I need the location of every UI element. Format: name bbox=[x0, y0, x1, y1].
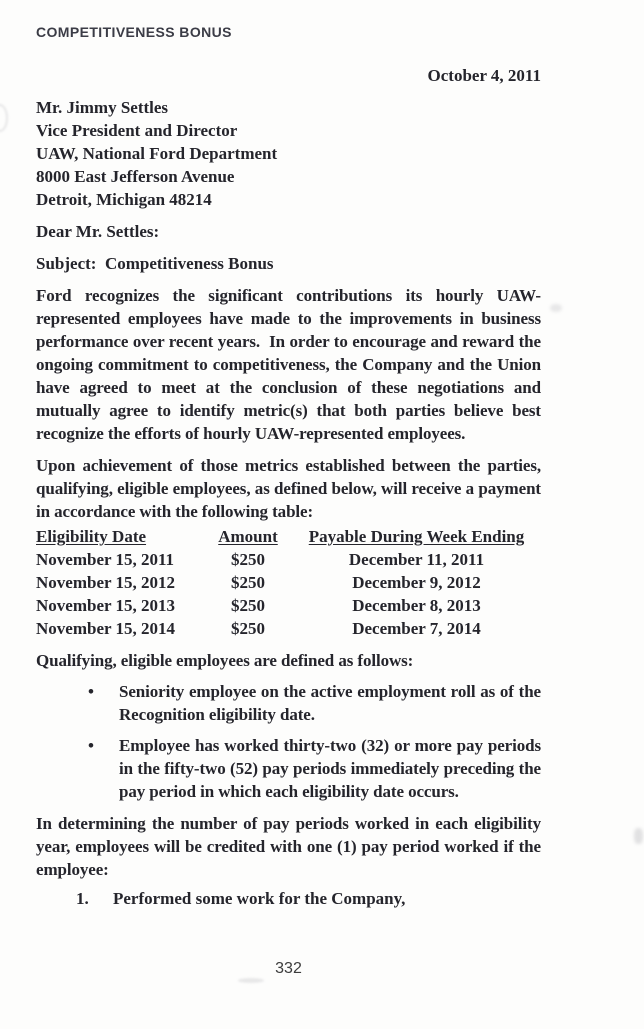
table-row bbox=[36, 617, 541, 640]
cell-payable-week: December 7, 2014 bbox=[352, 619, 481, 638]
paragraph-qualifying-intro: Qualifying, eligible employees are defined as follows: bbox=[36, 651, 414, 670]
recipient-street: 8000 East Jefferson Avenue bbox=[36, 167, 235, 186]
subject-line: Subject: Competitiveness Bonus bbox=[36, 254, 274, 273]
bullet-icon: • bbox=[88, 682, 94, 701]
recipient-city: Detroit, Michigan 48214 bbox=[36, 190, 212, 209]
numbered-item-text: Performed some work for the Company, bbox=[113, 889, 406, 908]
column-header-eligibility-date: Eligibility Date bbox=[36, 527, 147, 546]
bullet-icon: • bbox=[88, 736, 94, 755]
scan-artifact bbox=[634, 828, 643, 844]
paragraph-payment-intro: Upon achievement of those metrics established between the parties, qualifying, eligible employees, as defined below, will receive a payment in accordance with the following table: bbox=[36, 456, 546, 521]
list-item bbox=[36, 734, 541, 803]
table-row bbox=[36, 594, 541, 617]
table-row bbox=[36, 548, 541, 571]
cell-amount: $250 bbox=[231, 550, 265, 569]
bullet-text-seniority: Seniority employee on the active employment roll as of the Recognition eligibility date. bbox=[119, 682, 541, 724]
item-number: 1. bbox=[76, 889, 89, 908]
scan-artifact bbox=[550, 304, 562, 312]
cell-eligibility-date: November 15, 2011 bbox=[36, 550, 175, 569]
table-row bbox=[36, 571, 541, 594]
cell-amount: $250 bbox=[231, 596, 265, 615]
bullet-text-pay-periods: Employee has worked thirty-two (32) or more pay periods in the fifty-two (52) pay periods immediately preceding the pay period in which each eligibility date occurs. bbox=[119, 736, 541, 801]
cell-payable-week: December 8, 2013 bbox=[352, 596, 481, 615]
scan-artifact bbox=[0, 104, 8, 132]
payment-table bbox=[36, 525, 541, 640]
cell-amount: $250 bbox=[231, 573, 265, 592]
cell-eligibility-date: November 15, 2014 bbox=[36, 619, 175, 638]
paragraph-determining: In determining the number of pay periods worked in each eligibility year, employees will be credited with one (1) pay period worked if the employee: bbox=[36, 814, 546, 879]
recipient-name: Mr. Jimmy Settles bbox=[36, 98, 169, 117]
payment-table-header bbox=[36, 525, 541, 548]
list-item bbox=[36, 680, 541, 726]
column-header-amount: Amount bbox=[218, 527, 278, 546]
cell-eligibility-date: November 15, 2013 bbox=[36, 596, 175, 615]
letter-content bbox=[36, 0, 546, 910]
numbered-item bbox=[36, 887, 541, 910]
document-title: COMPETITIVENESS BONUS bbox=[36, 24, 232, 40]
cell-payable-week: December 9, 2012 bbox=[352, 573, 481, 592]
recipient-address bbox=[36, 96, 541, 211]
salutation: Dear Mr. Settles: bbox=[36, 222, 160, 241]
recipient-organization: UAW, National Ford Department bbox=[36, 144, 278, 163]
scan-artifact bbox=[238, 978, 264, 983]
letter-date: October 4, 2011 bbox=[427, 66, 541, 85]
recipient-title: Vice President and Director bbox=[36, 121, 238, 140]
cell-eligibility-date: November 15, 2012 bbox=[36, 573, 175, 592]
paragraph-recognition: Ford recognizes the significant contributions its hourly UAW-represented employees have made to the improvements in business performance over recent years. In order to encourage and reward the ongoing commitment to competitiveness, the Company and the Union have agreed to meet at the conclusion of these negotiations and mutually agree to identify metric(s) that both parties believe best recognize the efforts of hourly UAW-represented employees. bbox=[36, 286, 546, 443]
column-header-payable-week: Payable During Week Ending bbox=[308, 527, 525, 546]
cell-amount: $250 bbox=[231, 619, 265, 638]
page-number: 332 bbox=[275, 960, 302, 977]
cell-payable-week: December 11, 2011 bbox=[348, 550, 485, 569]
